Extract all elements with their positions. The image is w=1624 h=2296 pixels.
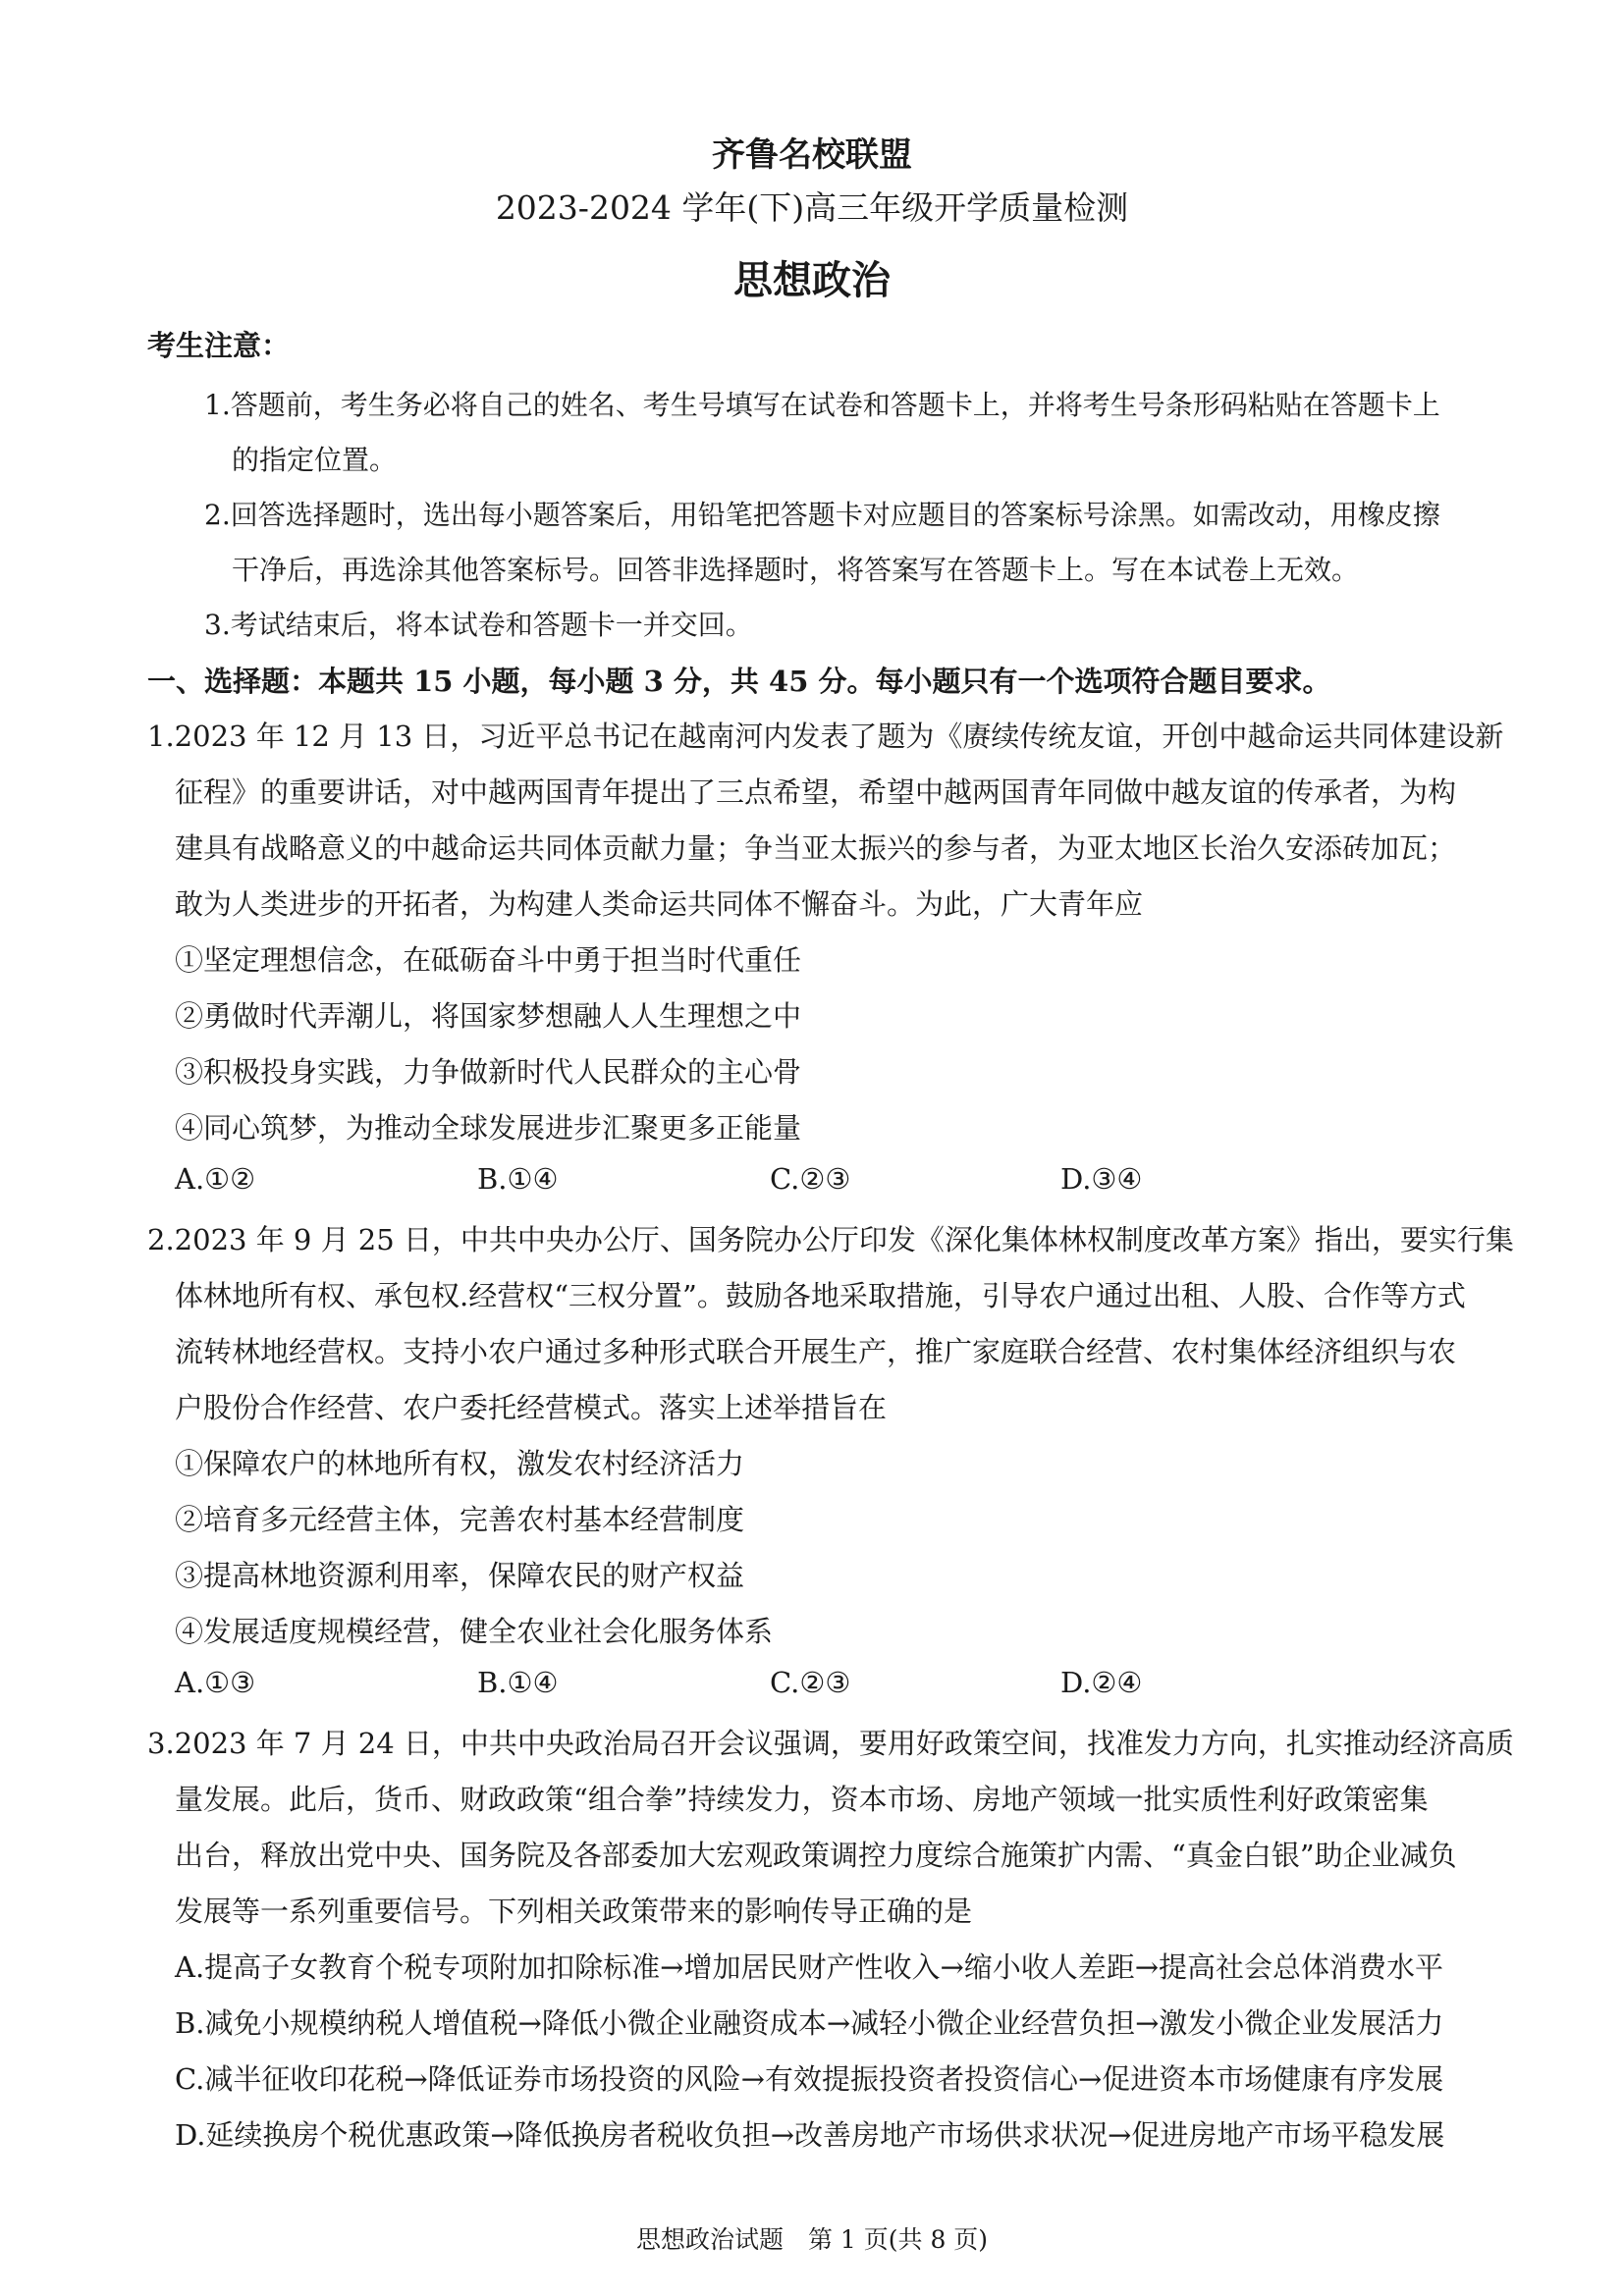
q3-line-2: 量发展。此后，货币、财政政策“组合拳”持续发力，资本市场、房地产领域一批实质性利好政策密集 [175,1783,1429,1816]
q1-choice-a[interactable]: A.①② [175,1162,256,1196]
q1-item-2: ②勇做时代弄潮儿，将国家梦想融人人生理想之中 [175,999,802,1033]
q2-choice-c[interactable]: C.②③ [770,1666,851,1699]
q3-choice-c[interactable]: C.减半征收印花税→降低证券市场投资的风险→有效提振投资者投资信心→促进资本市场健康有序发展 [175,2062,1444,2096]
q1-item-4: ④同心筑梦，为推动全球发展进步汇聚更多正能量 [175,1111,802,1145]
q2-item-1: ①保障农户的林地所有权，激发农村经济活力 [175,1447,745,1480]
q1-line-1: 1.2023 年 12 月 13 日，习近平总书记在越南河内发表了题为《赓续传统友谊，开创中越命运共同体建设新 [147,720,1504,753]
org-title: 齐鲁名校联盟 [712,135,912,175]
q1-item-1: ①坚定理想信念，在砥砺奋斗中勇于担当时代重任 [175,943,802,977]
notice-title: 考生注意： [147,329,291,362]
subject-title: 思想政治 [733,257,891,303]
q3-choice-d[interactable]: D.延续换房个税优惠政策→降低换房者税收负担→改善房地产市场供求状况→促进房地产市场平稳发展 [175,2118,1445,2152]
q1-line-2: 征程》的重要讲话，对中越两国青年提出了三点希望，希望中越两国青年同做中越友谊的传承者，为构 [175,775,1457,809]
page-footer: 思想政治试题 第 1 页(共 8 页) [635,2225,989,2254]
notice-item-2-line-1: 2.回答选择题时，选出每小题答案后，用铅笔把答题卡对应题目的答案标号涂黑。如需改动，用橡皮擦 [204,499,1440,531]
exam-title: 2023-2024 学年(下)高三年级开学质量检测 [495,188,1129,227]
notice-item-1-line-2: 的指定位置。 [232,444,398,476]
q2-line-1: 2.2023 年 9 月 25 日，中共中央办公厅、国务院办公厅印发《深化集体林权制度改革方案》指出，要实行集 [147,1223,1514,1256]
q2-item-3: ③提高林地资源利用率，保障农民的财产权益 [175,1559,745,1592]
q1-line-3: 建具有战略意义的中越命运共同体贡献力量；争当亚太振兴的参与者，为亚太地区长治久安添砖加瓦； [175,831,1457,865]
notice-item-3: 3.考试结束后，将本试卷和答题卡一并交回。 [204,609,753,641]
q2-choice-a[interactable]: A.①③ [175,1666,256,1699]
section-heading: 一、选择题：本题共 15 小题，每小题 3 分，共 45 分。每小题只有一个选项符合题目要求。 [147,665,1331,698]
q3-line-3: 出台，释放出党中央、国务院及各部委加大宏观政策调控力度综合施策扩内需、“真金白银”助企业减负 [175,1839,1457,1872]
q2-choice-b[interactable]: B.①④ [477,1666,559,1699]
notice-item-2-line-2: 干净后，再选涂其他答案标号。回答非选择题时，将答案写在答题卡上。写在本试卷上无效。 [232,554,1360,586]
q1-line-4: 敢为人类进步的开拓者，为构建人类命运共同体不懈奋斗。为此，广大青年应 [175,887,1144,921]
q3-line-4: 发展等一系列重要信号。下列相关政策带来的影响传导正确的是 [175,1895,973,1928]
q2-line-3: 流转林地经营权。支持小农户通过多种形式联合开展生产，推广家庭联合经营、农村集体经济组织与农 [175,1335,1457,1368]
notice-item-1-line-1: 1.答题前，考生务必将自己的姓名、考生号填写在试卷和答题卡上，并将考生号条形码粘贴在答题卡上 [204,389,1440,421]
q2-item-2: ②培育多元经营主体，完善农村基本经营制度 [175,1503,745,1536]
q1-item-3: ③积极投身实践，力争做新时代人民群众的主心骨 [175,1055,802,1089]
q3-choice-b[interactable]: B.减免小规模纳税人增值税→降低小微企业融资成本→减轻小微企业经营负担→激发小微企业发展活力 [175,2006,1444,2040]
q3-choice-a[interactable]: A.提高子女教育个税专项附加扣除标准→增加居民财产性收入→缩小收人差距→提高社会总体消费水平 [175,1950,1444,1984]
q2-item-4: ④发展适度规模经营，健全农业社会化服务体系 [175,1615,774,1648]
q1-choice-d[interactable]: D.③④ [1060,1162,1143,1196]
q1-choice-c[interactable]: C.②③ [770,1162,851,1196]
q2-line-2: 体林地所有权、承包权.经营权“三权分置”。鼓励各地采取措施，引导农户通过出租、人股、合作等方式 [175,1279,1466,1312]
q2-choice-d[interactable]: D.②④ [1060,1666,1143,1699]
q3-line-1: 3.2023 年 7 月 24 日，中共中央政治局召开会议强调，要用好政策空间，找准发力方向，扎实推动经济高质 [147,1727,1514,1760]
q1-choice-b[interactable]: B.①④ [477,1162,559,1196]
q2-line-4: 户股份合作经营、农户委托经营模式。落实上述举措旨在 [175,1391,888,1424]
